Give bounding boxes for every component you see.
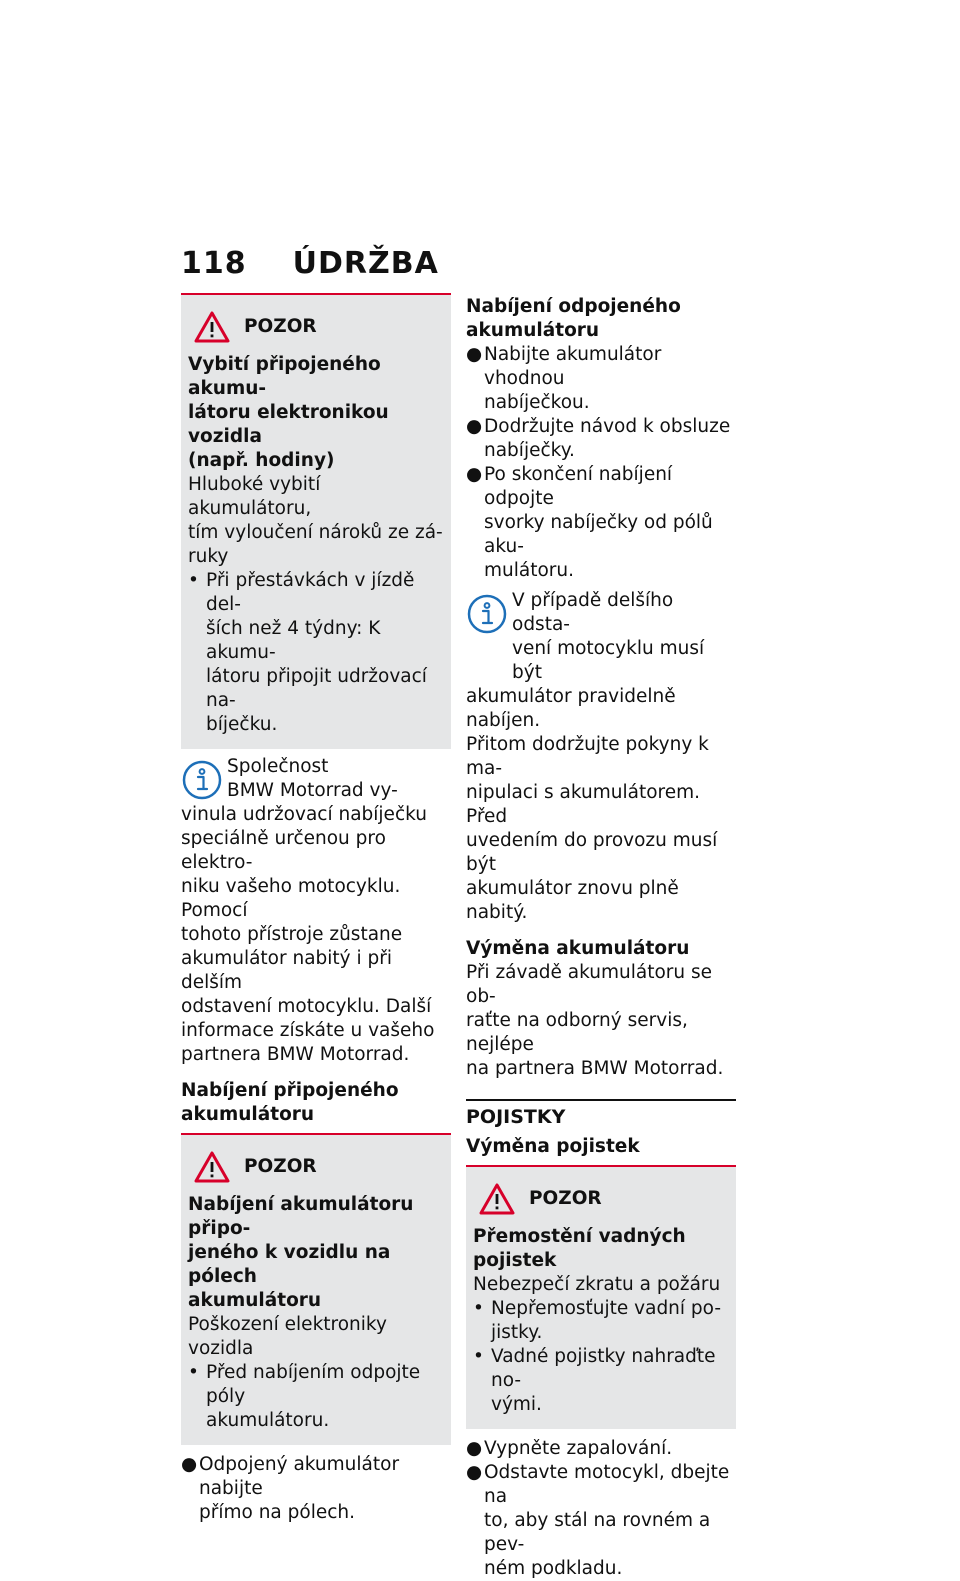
- paragraph-line: na partnera BMW Motorrad.: [466, 1058, 724, 1079]
- left-column: [181, 293, 451, 1525]
- bullet-marker: •: [473, 1298, 484, 1319]
- warning-box-1: [181, 293, 451, 749]
- warning-bullet-line: látoru připojit udržovací na-: [206, 666, 427, 711]
- warning-bullet-line: Při přestávkách v jízdě del-: [206, 570, 415, 615]
- info-line: odstavení motocyklu. Další: [181, 996, 432, 1017]
- warning-title-line: Přemostění vadných pojistek: [473, 1226, 686, 1271]
- step-line: Po skončení nabíjení odpojte: [484, 464, 673, 509]
- info-line: partnera BMW Motorrad.: [181, 1044, 410, 1065]
- step-line: nabíječky.: [484, 440, 575, 461]
- info-line: V případě delšího odsta-: [512, 590, 674, 635]
- warning-title-line: látoru elektronikou vozidla: [188, 402, 389, 447]
- warning-text-line: Hluboké vybití akumulátoru,: [188, 474, 321, 519]
- step-line: Vypněte zapalování.: [484, 1438, 673, 1459]
- bullet-marker: •: [188, 570, 199, 591]
- step-marker: ●: [466, 1462, 483, 1483]
- warning-bullet-line: akumulátoru.: [206, 1410, 330, 1431]
- info-line: vení motocyklu musí být: [512, 638, 705, 683]
- warning-bullet-line: jistky.: [491, 1322, 543, 1343]
- bullet-marker: •: [473, 1346, 484, 1367]
- heading-line: Nabíjení připojeného: [181, 1080, 399, 1101]
- warning-triangle-icon: [194, 1151, 230, 1183]
- warning-bullet-line: ších než 4 týdny: K akumu-: [206, 618, 381, 663]
- step-line: ném podkladu.: [484, 1558, 623, 1579]
- warning-title-line: Nabíjení akumulátoru připo-: [188, 1194, 414, 1239]
- info-line: Společnost: [227, 756, 329, 777]
- subsection-heading: Výměna akumulátoru: [466, 938, 690, 959]
- step-line: Odpojený akumulátor nabijte: [199, 1454, 400, 1499]
- right-column: [466, 293, 736, 1581]
- warning-text-line: ruky: [188, 546, 229, 567]
- info-line: tohoto přístroje zůstane: [181, 924, 403, 945]
- warning-bullet-line: Nepřemosťujte vadní po-: [491, 1298, 722, 1319]
- heading-line: akumulátoru: [181, 1103, 451, 1135]
- step-line: Dodržujte návod k obsluze: [484, 416, 731, 437]
- info-icon: [466, 593, 508, 635]
- warning-triangle-icon: [479, 1183, 515, 1215]
- heading-line: akumulátoru: [466, 320, 600, 341]
- warning-bullet-line: vými.: [491, 1394, 542, 1415]
- info-line: niku vašeho motocyklu. Pomocí: [181, 876, 401, 921]
- info-line: akumulátor pravidelně nabíjen.: [466, 686, 676, 731]
- step-marker: ●: [466, 464, 483, 485]
- warning-title-line: jeného k vozidlu na pólech: [188, 1242, 391, 1287]
- warning-label: POZOR: [244, 1156, 317, 1177]
- warning-text-line: Poškození elektroniky vozidla: [188, 1314, 387, 1359]
- info-note-1: [181, 755, 451, 1067]
- info-line: uvedením do provozu musí být: [466, 830, 718, 875]
- warning-title-line: (např. hodiny): [188, 450, 335, 471]
- warning-text-line: tím vyloučení nároků ze zá-: [188, 522, 443, 543]
- step-line: nabíječkou.: [484, 392, 590, 413]
- section-heading: [466, 295, 736, 343]
- section-heading: [181, 1079, 451, 1135]
- info-line: Přitom dodržujte pokyny k ma-: [466, 734, 709, 779]
- warning-title-line: akumulátoru: [188, 1290, 322, 1311]
- info-icon: [181, 759, 223, 801]
- warning-box-3: [466, 1167, 736, 1429]
- step-line: mulátoru.: [484, 560, 575, 581]
- warning-label: POZOR: [529, 1188, 602, 1209]
- step-line: přímo na pólech.: [199, 1502, 356, 1523]
- info-line: informace získáte u vašeho: [181, 1020, 435, 1041]
- bullet-marker: •: [188, 1362, 199, 1383]
- page-header: [181, 246, 439, 281]
- step-marker: ●: [181, 1454, 198, 1475]
- warning-box-2: [181, 1135, 451, 1445]
- warning-bullet-line: Před nabíjením odpojte póly: [206, 1362, 421, 1407]
- page-number: 118: [181, 246, 247, 281]
- info-line: akumulátor znovu plně nabitý.: [466, 878, 679, 923]
- step-marker: ●: [466, 1438, 483, 1459]
- warning-triangle-icon: [194, 311, 230, 343]
- subsection-heading: Výměna pojistek: [466, 1135, 736, 1167]
- heading-line: Nabíjení odpojeného: [466, 296, 681, 317]
- paragraph-line: raťte na odborný servis, nejlépe: [466, 1010, 688, 1055]
- info-line: speciálně určenou pro elektro-: [181, 828, 386, 873]
- chapter-title: ÚDRŽBA: [292, 246, 439, 281]
- warning-bullet-line: Vadné pojistky nahraďte no-: [491, 1346, 716, 1391]
- info-note-2: [466, 589, 736, 925]
- step-marker: ●: [466, 416, 483, 437]
- step-line: Odstavte motocykl, dbejte na: [484, 1462, 730, 1507]
- info-line: BMW Motorrad vy-: [227, 780, 398, 801]
- warning-text-line: Nebezpečí zkratu a požáru: [473, 1274, 721, 1295]
- info-line: vinula udržovací nabíječku: [181, 804, 427, 825]
- info-line: akumulátor nabitý i při delším: [181, 948, 393, 993]
- step-line: Nabijte akumulátor vhodnou: [484, 344, 662, 389]
- warning-title-line: Vybití připojeného akumu-: [188, 354, 381, 399]
- section-title-fuses: POJISTKY: [466, 1099, 736, 1129]
- warning-bullet-line: bíječku.: [206, 714, 278, 735]
- paragraph-line: Při závadě akumulátoru se ob-: [466, 962, 713, 1007]
- step-line: to, aby stál na rovném a pev-: [484, 1510, 711, 1555]
- warning-label: POZOR: [244, 316, 317, 337]
- info-line: nipulaci s akumulátorem. Před: [466, 782, 701, 827]
- step-line: svorky nabíječky od pólů aku-: [484, 512, 713, 557]
- step-marker: ●: [466, 344, 483, 365]
